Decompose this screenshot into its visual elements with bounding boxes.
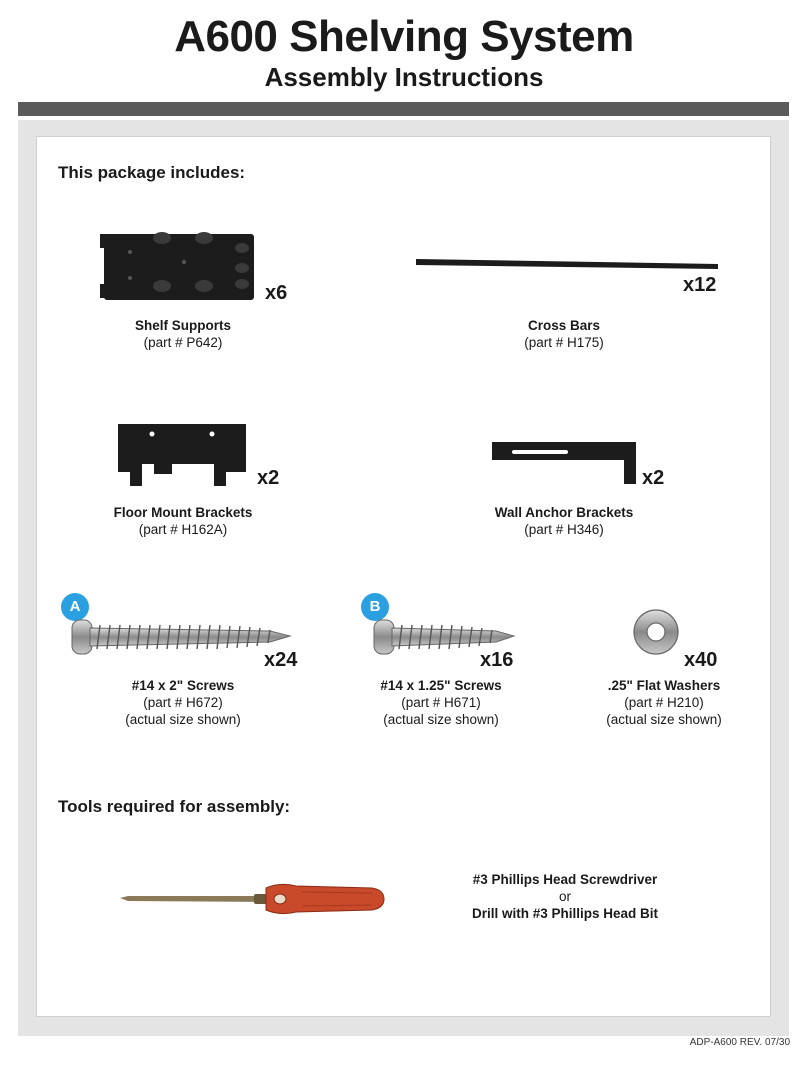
floor-bracket-name: Floor Mount Brackets <box>113 505 253 520</box>
screw-b-badge: B <box>361 593 389 621</box>
wall-bracket-name: Wall Anchor Brackets <box>494 505 634 520</box>
wall-bracket-qty: x2 <box>642 467 665 489</box>
shelf-support-name: Shelf Supports <box>134 318 231 333</box>
page-subtitle: Assembly Instructions <box>264 62 544 92</box>
screw-a-note: (actual size shown) <box>125 712 241 727</box>
tools-line-2: or <box>558 889 571 904</box>
washer-name: .25" Flat Washers <box>607 678 721 693</box>
package-heading: This package includes: <box>58 163 246 182</box>
shelf-support-qty: x6 <box>265 282 288 304</box>
screw-a-icon <box>70 614 292 660</box>
floor-bracket-icon <box>114 420 252 490</box>
cross-bar-label <box>464 317 664 351</box>
washer-label <box>564 677 764 728</box>
cross-bar-qty: x12 <box>683 274 717 296</box>
wall-bracket-label <box>464 504 664 538</box>
tools-heading: Tools required for assembly: <box>58 797 291 816</box>
cross-bar-part: (part # H175) <box>524 335 604 350</box>
page-title: A600 Shelving System <box>174 12 634 61</box>
floor-bracket-qty: x2 <box>257 467 280 489</box>
screw-a-label <box>83 677 283 728</box>
cross-bar-name: Cross Bars <box>527 318 601 333</box>
header-rule <box>18 102 789 116</box>
floor-bracket-part: (part # H162A) <box>138 522 228 537</box>
wall-bracket-icon <box>490 438 640 486</box>
screw-b-name: #14 x 1.25" Screws <box>380 678 502 693</box>
screw-b-part: (part # H671) <box>401 695 481 710</box>
cross-bar-icon <box>414 256 720 272</box>
washer-note: (actual size shown) <box>606 712 722 727</box>
screw-a-qty: x24 <box>264 649 298 671</box>
screw-a-badge: A <box>61 593 89 621</box>
tools-line-1: #3 Phillips Head Screwdriver <box>472 872 658 887</box>
shelf-support-part: (part # P642) <box>143 335 223 350</box>
floor-bracket-label <box>83 504 283 538</box>
screw-a-part: (part # H672) <box>143 695 223 710</box>
screw-a-name: #14 x 2" Screws <box>131 678 235 693</box>
screw-b-note: (actual size shown) <box>383 712 499 727</box>
washer-qty: x40 <box>684 649 718 671</box>
screw-b-qty: x16 <box>480 649 514 671</box>
tools-description <box>440 871 690 922</box>
tools-line-3: Drill with #3 Phillips Head Bit <box>471 906 659 921</box>
screwdriver-icon <box>120 878 386 920</box>
shelf-support-label <box>83 317 283 351</box>
revision-footer: ADP-A600 REV. 07/30 <box>689 1037 790 1048</box>
washer-part: (part # H210) <box>624 695 704 710</box>
wall-bracket-part: (part # H346) <box>524 522 604 537</box>
screw-b-label <box>341 677 541 728</box>
washer-icon <box>632 608 680 656</box>
shelf-support-icon <box>100 228 260 302</box>
